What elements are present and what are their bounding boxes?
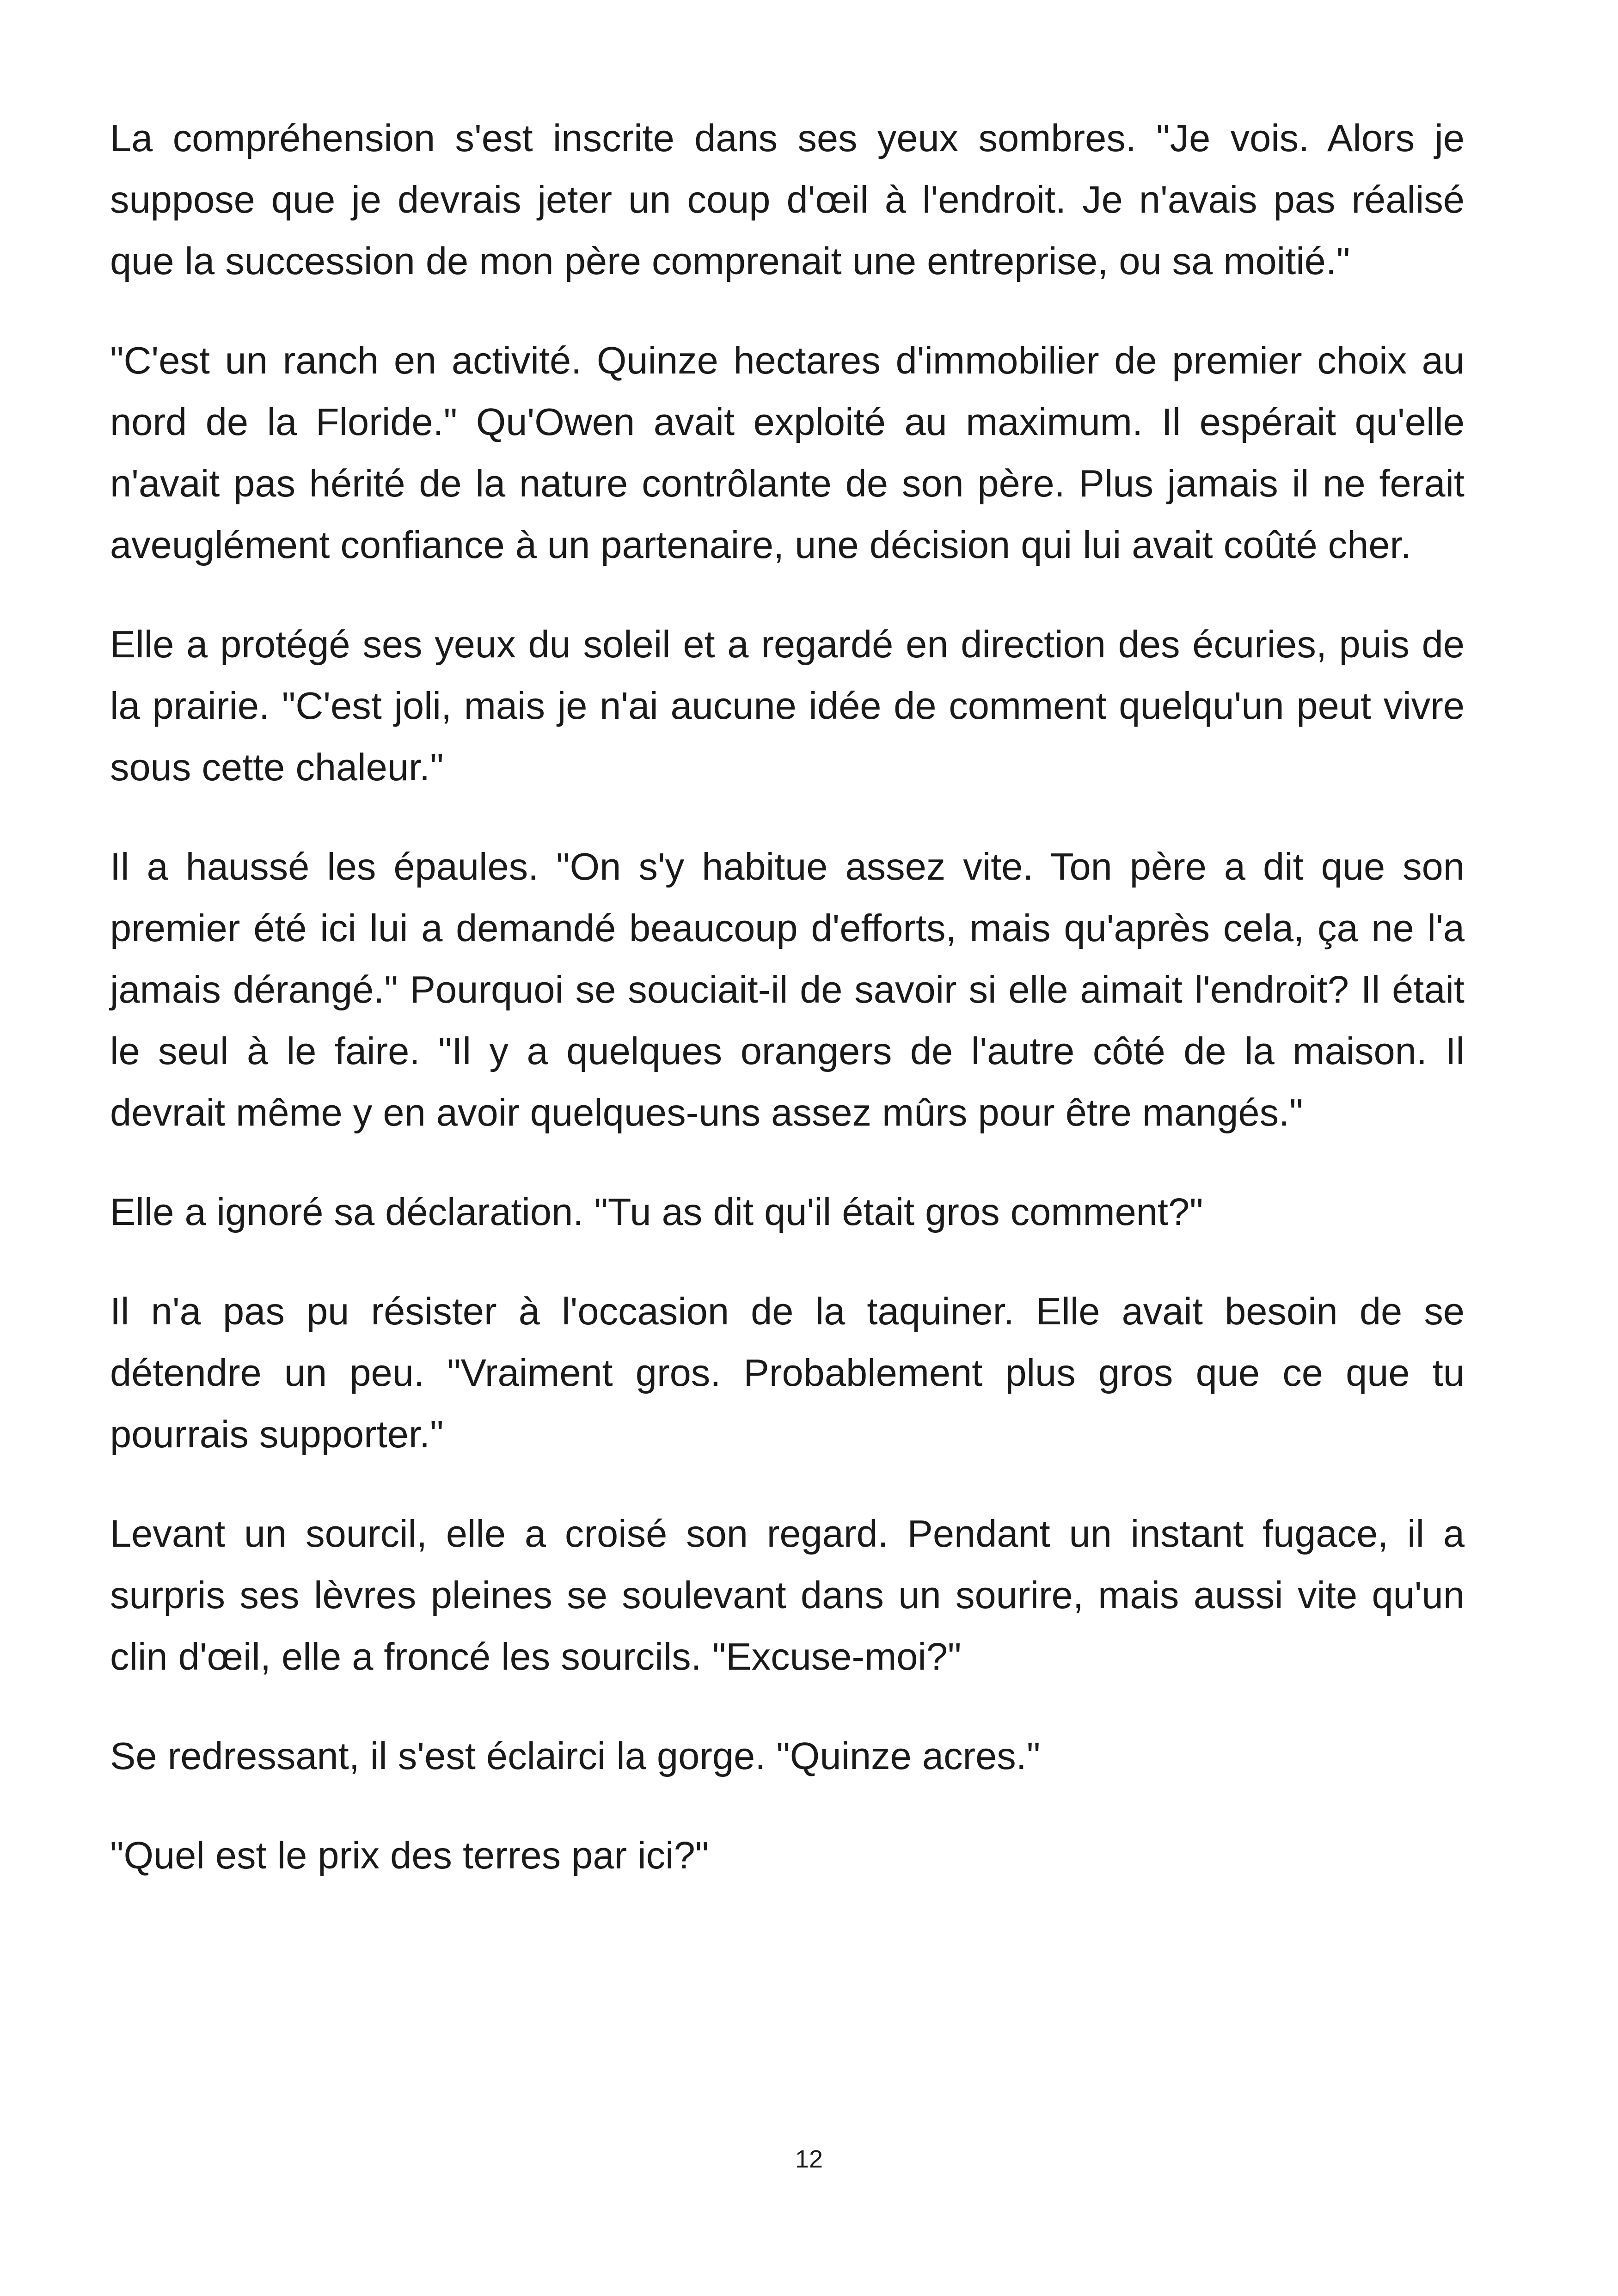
body-text [110,107,1465,1924]
page-number: 12 [795,2145,823,2173]
paragraph: Elle a protégé ses yeux du soleil et a regardé en direction des écuries, puis de la prairie. "C'est joli, mais je n'ai aucune idée de comment quelqu'un peut vivre sous cette chaleur." [110,623,1465,789]
paragraph: Il a haussé les épaules. "On s'y habitue assez vite. Ton père a dit que son premier été ici lui a demandé beaucoup d'efforts, mais qu'après cela, ça ne l'a jamais dérangé." Pourquoi se souciait-il de savoir si elle aimait l'endroit? Il était le seul à le faire. "Il y a quelques orangers de l'autre côté de la maison. Il devrait même y en avoir quelques-uns assez mûrs pour être mangés." [110,845,1465,1134]
paragraph: La compréhension s'est inscrite dans ses yeux sombres. "Je vois. Alors je suppose que je devrais jeter un coup d'œil à l'endroit. Je n'avais pas réalisé que la succession de mon père comprenait une entreprise, ou sa moitié." [110,116,1465,282]
paragraph: "C'est un ranch en activité. Quinze hectares d'immobilier de premier choix au nord de la Floride." Qu'Owen avait exploité au maximum. Il espérait qu'elle n'avait pas hérité de la nature contrôlante de son père. Plus jamais il ne ferait aveuglément confiance à un partenaire, une décision qui lui avait coûté cher. [110,339,1465,566]
paragraph: Elle a ignoré sa déclaration. "Tu as dit qu'il était gros comment?" [110,1190,1203,1233]
paragraph: Il n'a pas pu résister à l'occasion de la taquiner. Elle avait besoin de se détendre un peu. "Vraiment gros. Probablement plus gros que ce que tu pourrais supporter." [110,1290,1465,1456]
paragraph: Se redressant, il s'est éclairci la gorge. "Quinze acres." [110,1734,1041,1777]
paragraph: Levant un sourcil, elle a croisé son regard. Pendant un instant fugace, il a surpris ses lèvres pleines se soulevant dans un sourire, mais aussi vite qu'un clin d'œil, elle a froncé les sourcils. "Excuse-moi?" [110,1512,1465,1678]
paragraph: "Quel est le prix des terres par ici?" [110,1834,709,1877]
